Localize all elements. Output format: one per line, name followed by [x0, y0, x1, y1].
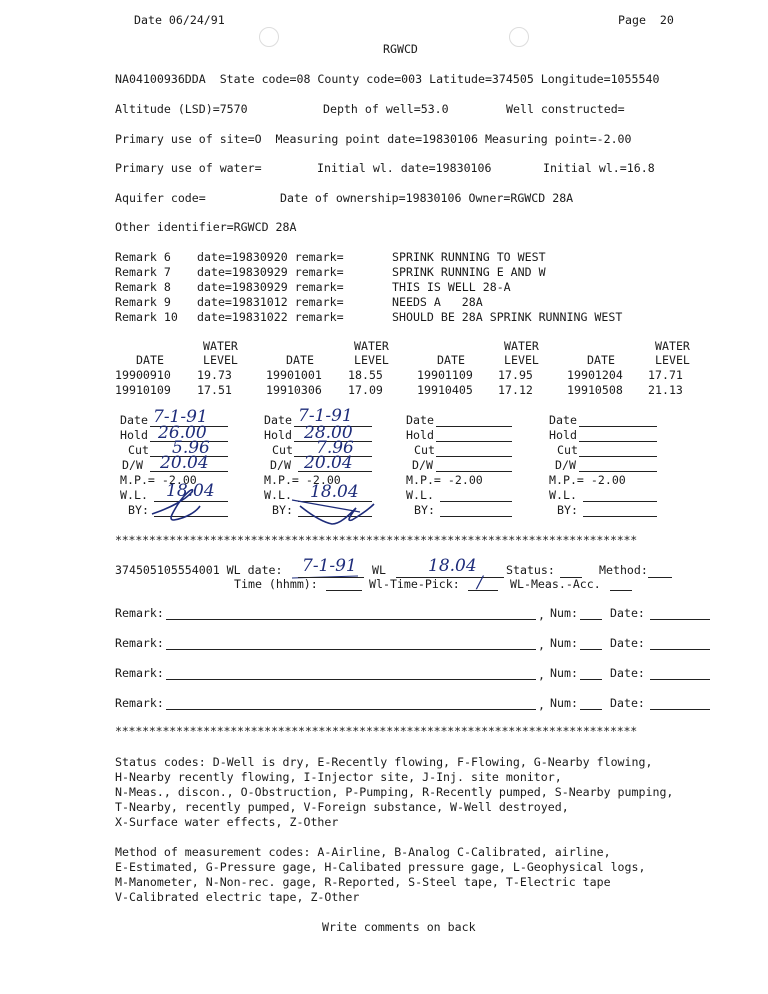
- site-id-line: NA04100936DDA State code=08 County code=003 Latitude=374505 Longitude=1055540: [115, 72, 660, 86]
- col-header-level: LEVEL: [504, 353, 539, 367]
- num-label: Num:: [550, 606, 578, 620]
- num-field[interactable]: [580, 619, 602, 620]
- entry-mp: M.P.= -2.00: [549, 473, 626, 487]
- col-header-date: DATE: [437, 353, 465, 367]
- hw-wl-date: 7-1-91: [302, 556, 357, 576]
- legend-line: Status codes: D-Well is dry, E-Recently flowing, F-Flowing, G-Nearby flowing,: [115, 755, 653, 769]
- table-cell-level: 17.09: [348, 383, 383, 397]
- initial-wl: Initial wl.=16.8: [543, 161, 655, 175]
- method-field[interactable]: [648, 577, 672, 578]
- col-header-level: LEVEL: [655, 353, 690, 367]
- col-header-date: DATE: [136, 353, 164, 367]
- entry-dw-label: D/W: [412, 458, 433, 472]
- page-number: Page 20: [618, 13, 674, 27]
- entry-wl-label: W.L.: [264, 488, 292, 502]
- report-date: Date 06/24/91: [134, 13, 225, 27]
- separator-line: *****************************************************************************: [115, 724, 638, 738]
- date-label: Date:: [610, 606, 645, 620]
- entry-hold-label: Hold: [406, 428, 434, 442]
- legend-line: X-Surface water effects, Z-Other: [115, 815, 339, 829]
- table-cell-level: 17.95: [498, 368, 533, 382]
- entry-mp: M.P.= -2.00: [120, 473, 197, 487]
- separator-line: *****************************************************************************: [115, 533, 638, 547]
- remark-label: Remark 9: [115, 295, 178, 309]
- table-cell-level: 21.13: [648, 383, 683, 397]
- entry-date-label: Date: [120, 413, 148, 427]
- time-label: Time (hhmm):: [234, 577, 318, 591]
- time-field[interactable]: [326, 590, 362, 591]
- table-cell-date: 19910405: [417, 383, 473, 397]
- entry-by-label: BY:: [128, 503, 149, 517]
- initial-wl-date: Initial wl. date=19830106: [317, 161, 492, 175]
- remark-date: date=19830920 remark=: [197, 250, 344, 264]
- primary-use-site: Primary use of site=O Measuring point date=19830106 Measuring point=-2.00: [115, 132, 632, 146]
- wl-time-pick-field[interactable]: [468, 590, 498, 591]
- hw-wl-time-pick: /: [477, 573, 483, 593]
- legend-line: H-Nearby recently flowing, I-Injector site, J-Inj. site monitor,: [115, 770, 562, 784]
- entry-mp: M.P.= -2.00: [406, 473, 483, 487]
- hw-wl: 18.04: [310, 482, 359, 502]
- footer-note: Write comments on back: [322, 920, 476, 934]
- num-field[interactable]: [580, 649, 602, 650]
- hw-hold: 26.00: [158, 423, 207, 443]
- remark-form-field[interactable]: [166, 649, 536, 650]
- table-cell-date: 19900910: [115, 368, 171, 382]
- entry-hold-label: Hold: [264, 428, 292, 442]
- remark-label: Remark 10: [115, 310, 178, 324]
- num-label: Num:: [550, 636, 578, 650]
- method-label: Method:: [599, 563, 648, 577]
- hw-hold: 28.00: [304, 423, 353, 443]
- table-cell-level: 17.71: [648, 368, 683, 382]
- entry-by-label: BY:: [414, 503, 435, 517]
- entry-dw-label: D/W: [555, 458, 576, 472]
- agency-title: RGWCD: [383, 42, 418, 56]
- table-cell-date: 19910508: [567, 383, 623, 397]
- other-identifier: Other identifier=RGWCD 28A: [115, 220, 297, 234]
- legend-line: M-Manometer, N-Non-rec. gage, R-Reported, S-Steel tape, T-Electric tape: [115, 875, 611, 889]
- wl-meas-acc-field[interactable]: [610, 590, 632, 591]
- comma: ,: [538, 608, 545, 622]
- comma: ,: [538, 638, 545, 652]
- entry-date-label: Date: [549, 413, 577, 427]
- entry-cut-label: Cut: [128, 443, 149, 457]
- primary-use-water: Primary use of water=: [115, 161, 262, 175]
- entry-wl-label: W.L.: [406, 488, 434, 502]
- table-cell-level: 19.73: [197, 368, 232, 382]
- comma: ,: [538, 668, 545, 682]
- entry-cut-label: Cut: [272, 443, 293, 457]
- num-label: Num:: [550, 696, 578, 710]
- hw-date: 7-1-91: [298, 406, 353, 426]
- table-cell-date: 19901204: [567, 368, 623, 382]
- wl-site-id: 374505105554001 WL date:: [115, 563, 283, 577]
- table-cell-level: 18.55: [348, 368, 383, 382]
- table-cell-date: 19910109: [115, 383, 171, 397]
- remark-text: NEEDS A 28A: [392, 295, 483, 309]
- remark-form-label: Remark:: [115, 636, 164, 650]
- hw-wl-value: 18.04: [428, 556, 477, 576]
- altitude: Altitude (LSD)=7570: [115, 102, 248, 116]
- remark-date: date=19830929 remark=: [197, 280, 344, 294]
- entry-date-label: Date: [264, 413, 292, 427]
- table-cell-date: 19910306: [266, 383, 322, 397]
- remark-date: date=19831012 remark=: [197, 295, 344, 309]
- signature-1: [152, 490, 200, 520]
- remark-date: date=19831022 remark=: [197, 310, 344, 324]
- signature-2-tail: [292, 500, 360, 512]
- date-label: Date:: [610, 636, 645, 650]
- remark-form-label: Remark:: [115, 666, 164, 680]
- well-constructed: Well constructed=: [506, 102, 625, 116]
- date-field[interactable]: [650, 649, 710, 650]
- col-header-water: WATER: [354, 339, 389, 353]
- num-field[interactable]: [580, 679, 602, 680]
- remark-text: SHOULD BE 28A SPRINK RUNNING WEST: [392, 310, 623, 324]
- entry-wl-label: W.L.: [120, 488, 148, 502]
- table-cell-level: 17.51: [197, 383, 232, 397]
- col-header-date: DATE: [587, 353, 615, 367]
- remark-label: Remark 8: [115, 280, 178, 294]
- entry-date-label: Date: [406, 413, 434, 427]
- date-field[interactable]: [650, 679, 710, 680]
- wl-label: WL: [372, 563, 386, 577]
- table-cell-level: 17.12: [498, 383, 533, 397]
- remark-label: Remark 7: [115, 265, 178, 279]
- remark-form-field[interactable]: [166, 709, 536, 710]
- num-field[interactable]: [580, 709, 602, 710]
- ownership: Date of ownership=19830106 Owner=RGWCD 28A: [280, 191, 574, 205]
- hw-dw: 20.04: [160, 453, 209, 473]
- legend-line: E-Estimated, G-Pressure gage, H-Calibated pressure gage, L-Geophysical logs,: [115, 860, 646, 874]
- remark-text: SPRINK RUNNING E AND W: [392, 265, 546, 279]
- wl-time-pick-label: Wl-Time-Pick:: [369, 577, 460, 591]
- entry-dw-label: D/W: [122, 458, 143, 472]
- hw-wl: 18.04: [166, 481, 215, 501]
- legend-line: T-Nearby, recently pumped, V-Foreign substance, W-Well destroyed,: [115, 800, 569, 814]
- col-header-water: WATER: [203, 339, 238, 353]
- hw-date: 7-1-91: [153, 407, 208, 427]
- comma: ,: [538, 698, 545, 712]
- col-header-level: LEVEL: [203, 353, 238, 367]
- entry-cut-label: Cut: [414, 443, 435, 457]
- col-header-water: WATER: [504, 339, 539, 353]
- date-label: Date:: [610, 666, 645, 680]
- date-field[interactable]: [650, 709, 710, 710]
- col-header-water: WATER: [655, 339, 690, 353]
- wl-meas-acc-label: WL-Meas.-Acc.: [510, 577, 601, 591]
- legend-line: V-Calibrated electric tape, Z-Other: [115, 890, 360, 904]
- col-header-level: LEVEL: [354, 353, 389, 367]
- date-label: Date:: [610, 696, 645, 710]
- remark-form-label: Remark:: [115, 606, 164, 620]
- table-cell-date: 19901001: [266, 368, 322, 382]
- aquifer-code: Aquifer code=: [115, 191, 206, 205]
- remark-form-label: Remark:: [115, 696, 164, 710]
- entry-by-label: BY:: [557, 503, 578, 517]
- entry-mp: M.P.= -2.00: [264, 473, 341, 487]
- hw-dw: 20.04: [304, 453, 353, 473]
- num-label: Num:: [550, 666, 578, 680]
- legend-line: N-Meas., discon., O-Obstruction, P-Pumping, R-Recently pumped, S-Nearby pumping,: [115, 785, 674, 799]
- hw-cut: 7.96: [316, 438, 354, 458]
- remark-text: SPRINK RUNNING TO WEST: [392, 250, 546, 264]
- signature-2: [300, 504, 374, 524]
- remark-date: date=19830929 remark=: [197, 265, 344, 279]
- status-label: Status:: [506, 563, 555, 577]
- entry-hold-label: Hold: [120, 428, 148, 442]
- remark-text: THIS IS WELL 28-A: [392, 280, 511, 294]
- depth-of-well: Depth of well=53.0: [323, 102, 449, 116]
- remark-form-field[interactable]: [166, 679, 536, 680]
- entry-by-label: BY:: [272, 503, 293, 517]
- remark-form-field[interactable]: [166, 619, 536, 620]
- table-cell-date: 19901109: [417, 368, 473, 382]
- hw-cut: 5.96: [172, 438, 210, 458]
- entry-wl-label: W.L.: [549, 488, 577, 502]
- entry-cut-label: Cut: [557, 443, 578, 457]
- date-field[interactable]: [650, 619, 710, 620]
- col-header-date: DATE: [286, 353, 314, 367]
- entry-dw-label: D/W: [270, 458, 291, 472]
- remark-label: Remark 6: [115, 250, 178, 264]
- entry-hold-label: Hold: [549, 428, 577, 442]
- legend-line: Method of measurement codes: A-Airline, B-Analog C-Calibrated, airline,: [115, 845, 611, 859]
